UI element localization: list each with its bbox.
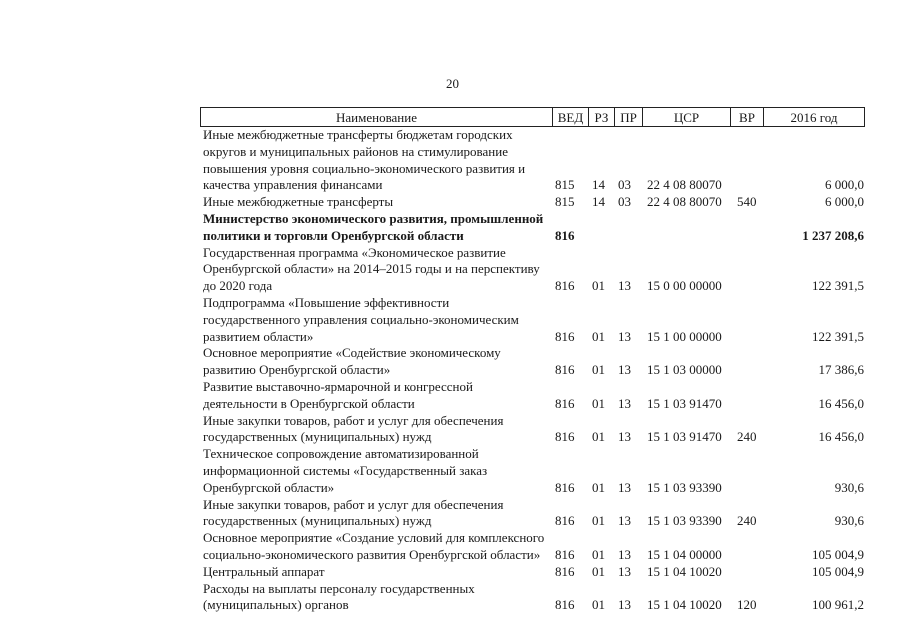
header-vr: ВР xyxy=(739,110,755,125)
row-pr: 13 xyxy=(618,328,631,344)
row-csr: 15 1 04 10020 xyxy=(647,597,722,613)
table-row xyxy=(200,245,865,295)
header-ved: ВЕД xyxy=(557,110,584,125)
row-pr: 13 xyxy=(618,479,631,495)
table-body xyxy=(200,127,865,614)
row-name: Основное мероприятие «Содействие экономическому развитию Оренбургской области» xyxy=(203,345,501,378)
row-name: Иные межбюджетные трансферты бюджетам городских округов и муниципальных районов на стимулирование повышения уровня социально-экономического развития и качества управления финансами xyxy=(203,127,526,193)
row-ved: 816 xyxy=(555,429,575,445)
header-rz: РЗ xyxy=(594,110,609,125)
row-ved: 816 xyxy=(555,362,575,378)
row-rz: 01 xyxy=(592,597,605,613)
row-name: Государственная программа «Экономическое развитие Оренбургской области» на 2014–2015 годы и на перспективу до 2020 года xyxy=(203,244,540,294)
table-row xyxy=(200,194,865,211)
row-ved: 816 xyxy=(555,513,575,529)
row-vr: 240 xyxy=(737,513,757,529)
table-row xyxy=(200,446,865,496)
row-amount: 930,6 xyxy=(834,479,864,495)
row-name: Центральный аппарат xyxy=(203,563,325,579)
row-csr: 22 4 08 80070 xyxy=(647,177,722,193)
row-name: Развитие выставочно-ярмарочной и конгрессной деятельности в Оренбургской области xyxy=(203,378,473,411)
table-row xyxy=(200,295,865,345)
row-rz: 14 xyxy=(592,194,605,210)
header-pr: ПР xyxy=(620,110,637,125)
row-amount: 6 000,0 xyxy=(825,177,864,193)
table-row xyxy=(200,211,865,245)
row-rz: 01 xyxy=(592,395,605,411)
row-ved: 816 xyxy=(555,395,575,411)
table-row xyxy=(200,581,865,615)
row-rz: 01 xyxy=(592,429,605,445)
row-amount: 16 456,0 xyxy=(818,429,864,445)
row-pr: 13 xyxy=(618,395,631,411)
table-row xyxy=(200,413,865,447)
row-amount: 17 386,6 xyxy=(818,362,864,378)
row-pr: 03 xyxy=(618,194,631,210)
row-name: Расходы на выплаты персоналу государственных (муниципальных) органов xyxy=(203,580,475,613)
row-ved: 816 xyxy=(555,227,575,243)
row-amount: 100 961,2 xyxy=(812,597,864,613)
row-amount: 16 456,0 xyxy=(818,395,864,411)
budget-table xyxy=(200,107,865,614)
header-name: Наименование xyxy=(336,110,417,125)
row-vr: 540 xyxy=(737,194,757,210)
row-rz: 01 xyxy=(592,278,605,294)
row-vr: 120 xyxy=(737,597,757,613)
header-csr: ЦСР xyxy=(673,110,700,125)
row-amount: 122 391,5 xyxy=(812,328,864,344)
table-row xyxy=(200,127,865,194)
row-amount: 122 391,5 xyxy=(812,278,864,294)
row-pr: 13 xyxy=(618,546,631,562)
row-csr: 15 1 04 00000 xyxy=(647,546,722,562)
row-pr: 13 xyxy=(618,597,631,613)
table-row xyxy=(200,345,865,379)
row-ved: 816 xyxy=(555,546,575,562)
row-pr: 13 xyxy=(618,429,631,445)
row-ved: 816 xyxy=(555,563,575,579)
row-csr: 15 1 03 93390 xyxy=(647,513,722,529)
row-ved: 816 xyxy=(555,278,575,294)
row-csr: 15 1 04 10020 xyxy=(647,563,722,579)
row-name: Основное мероприятие «Создание условий для комплексного социально-экономического развития Оренбургской области» xyxy=(203,530,545,562)
row-ved: 815 xyxy=(555,177,575,193)
row-name: Иные межбюджетные трансферты xyxy=(203,194,394,210)
row-rz: 14 xyxy=(592,177,605,193)
row-ved: 816 xyxy=(555,479,575,495)
row-csr: 15 1 03 91470 xyxy=(647,395,722,411)
row-pr: 13 xyxy=(618,278,631,294)
row-ved: 816 xyxy=(555,328,575,344)
row-vr: 240 xyxy=(737,429,757,445)
row-rz: 01 xyxy=(592,362,605,378)
row-amount: 6 000,0 xyxy=(825,194,864,210)
row-rz: 01 xyxy=(592,513,605,529)
row-amount: 930,6 xyxy=(834,513,864,529)
row-name: Иные закупки товаров, работ и услуг для обеспечения государственных (муниципальных) нужд xyxy=(203,412,504,445)
row-pr: 13 xyxy=(618,513,631,529)
row-ved: 816 xyxy=(555,597,575,613)
row-csr: 15 1 03 00000 xyxy=(647,362,722,378)
row-amount: 1 237 208,6 xyxy=(802,227,864,243)
row-csr: 15 1 03 91470 xyxy=(647,429,722,445)
row-csr: 15 1 00 00000 xyxy=(647,328,722,344)
row-name: Министерство экономического развития, промышленной политики и торговли Оренбургской области xyxy=(203,210,544,243)
row-name: Техническое сопровождение автоматизированной информационной системы «Государственный заказ Оренбургской области» xyxy=(203,446,488,495)
row-csr: 15 1 03 93390 xyxy=(647,479,722,495)
row-name: Иные закупки товаров, работ и услуг для обеспечения государственных (муниципальных) нужд xyxy=(203,496,504,529)
row-csr: 22 4 08 80070 xyxy=(647,194,722,210)
row-rz: 01 xyxy=(592,546,605,562)
table-header xyxy=(200,107,865,127)
row-pr: 13 xyxy=(618,362,631,378)
row-pr: 13 xyxy=(618,563,631,579)
row-csr: 15 0 00 00000 xyxy=(647,278,722,294)
table-row xyxy=(200,530,865,564)
row-amount: 105 004,9 xyxy=(812,546,864,562)
row-rz: 01 xyxy=(592,328,605,344)
header-amount: 2016 год xyxy=(790,110,838,125)
row-rz: 01 xyxy=(592,563,605,579)
table-row xyxy=(200,497,865,531)
page-number: 20 xyxy=(446,76,459,91)
row-ved: 815 xyxy=(555,194,575,210)
row-amount: 105 004,9 xyxy=(812,563,864,579)
row-pr: 03 xyxy=(618,177,631,193)
table-row xyxy=(200,379,865,413)
row-rz: 01 xyxy=(592,479,605,495)
table-row xyxy=(200,564,865,581)
row-name: Подпрограмма «Повышение эффективности государственного управления социально-экономическим развитием области» xyxy=(203,294,519,344)
